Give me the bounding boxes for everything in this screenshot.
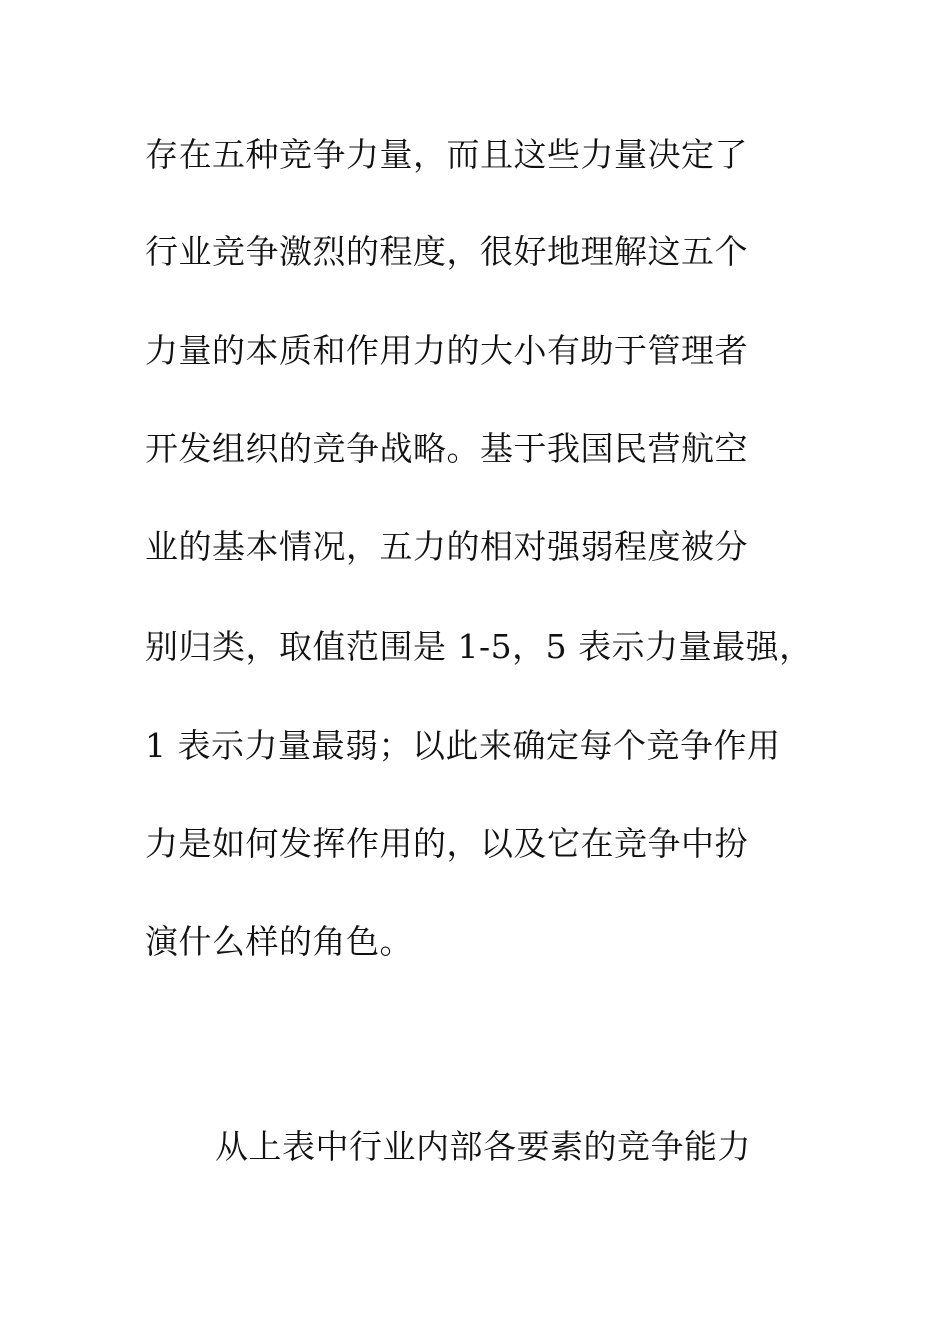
paragraph-line: 业的基本情况，五力的相对强弱程度被分 <box>145 527 748 566</box>
paragraph-line: 存在五种竞争力量，而且这些力量决定了 <box>145 135 748 174</box>
paragraph-line: 力量的本质和作用力的大小有助于管理者 <box>145 331 748 370</box>
paragraph-line: 1 表示力量最弱；以此来确定每个竞争作用 <box>145 726 781 765</box>
paragraph-line: 别归类，取值范围是 1-5，5 表示力量最强， <box>145 627 813 666</box>
paragraph-line: 演什么样的角色。 <box>145 922 413 961</box>
paragraph-line: 力是如何发挥作用的，以及它在竞争中扮 <box>145 824 748 863</box>
paragraph-line: 行业竞争激烈的程度，很好地理解这五个 <box>145 232 748 271</box>
paragraph-first-line: 从上表中行业内部各要素的竞争能力 <box>215 1127 751 1166</box>
paragraph-line: 开发组织的竞争战略。基于我国民营航空 <box>145 429 748 468</box>
